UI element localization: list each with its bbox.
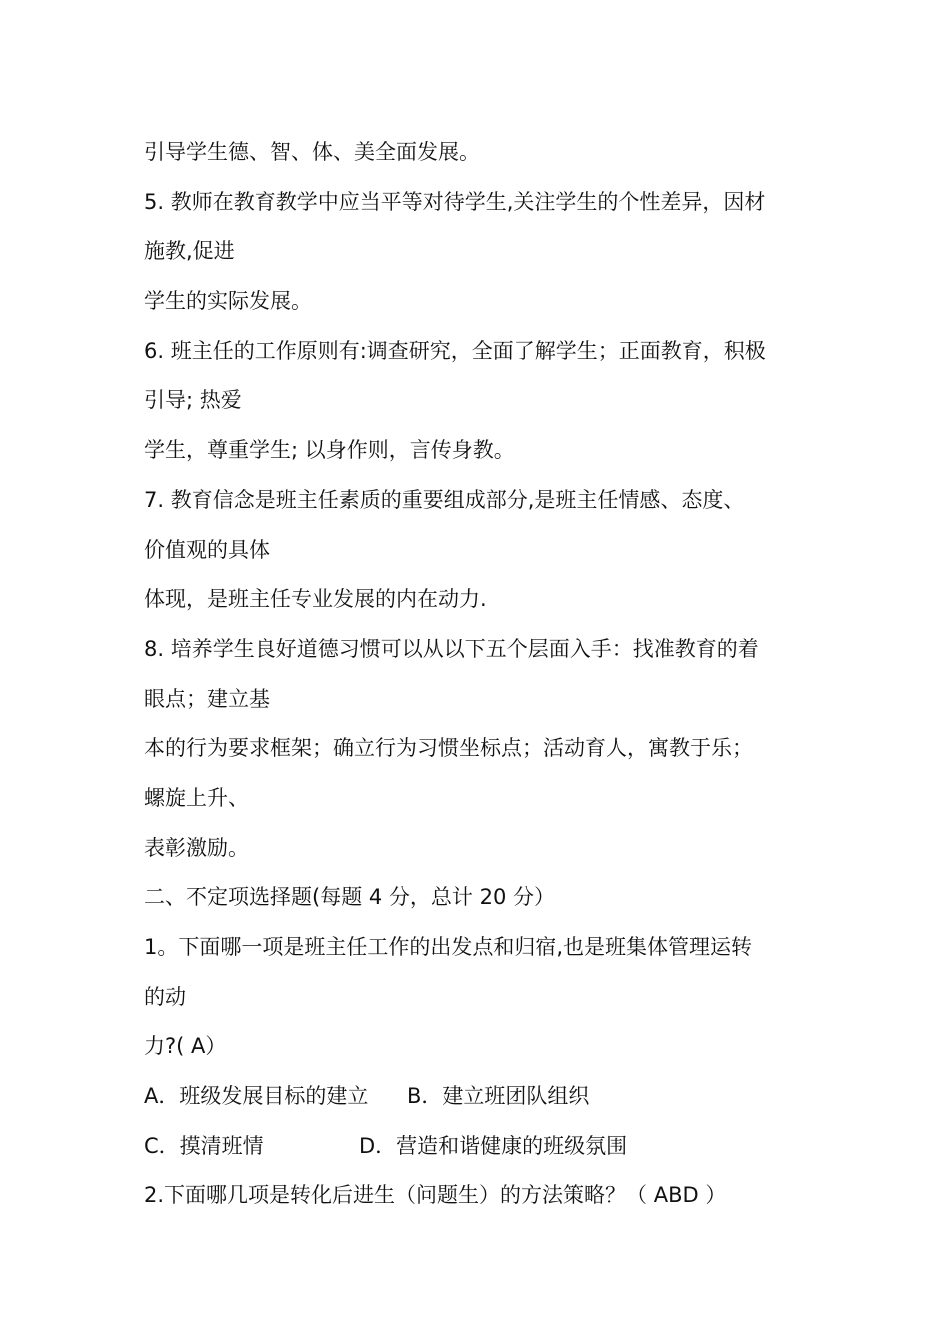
text-line: 引导学生德、智、体、美全面发展。 xyxy=(144,140,480,164)
document-body xyxy=(144,130,824,1223)
text-line: 学生，尊重学生; 以身作则，言传身教。 xyxy=(144,438,515,463)
question-1-text: 的动 xyxy=(144,984,186,1009)
text-line: 6. 班主任的工作原则有:调查研究，全面了解学生；正面教育，积极 xyxy=(144,338,766,363)
option-d: D．营造和谐健康的班级氛围 xyxy=(359,1133,628,1158)
text-line: 施教,促进 xyxy=(144,239,235,264)
text-line: 体现，是班主任专业发展的内在动力. xyxy=(144,587,487,612)
text-line: 价值观的具体 xyxy=(144,537,270,562)
text-line: 引导; 热爱 xyxy=(144,388,242,413)
option-a: A．班级发展目标的建立 xyxy=(144,1084,369,1109)
options-row xyxy=(144,1074,824,1124)
question-1-answer: 力?( A） xyxy=(144,1034,227,1059)
text-line: 7. 教育信念是班主任素质的重要组成部分,是班主任情感、态度、 xyxy=(144,487,745,512)
question-1-text: 1。下面哪一项是班主任工作的出发点和归宿,也是班集体管理运转 xyxy=(144,935,753,959)
section-heading: 二、不定项选择题(每题 4 分，总计 20 分） xyxy=(144,885,555,910)
option-c: C．摸清班情 xyxy=(144,1133,264,1158)
options-row xyxy=(144,1124,824,1174)
question-2-text: 2.下面哪几项是转化后进生（问题生）的方法策略？（ ABD ） xyxy=(144,1183,727,1208)
option-b: B．建立班团队组织 xyxy=(407,1084,590,1109)
text-line: 学生的实际发展。 xyxy=(144,289,312,314)
text-line: 螺旋上升、 xyxy=(144,785,249,810)
text-line: 8. 培养学生良好道德习惯可以从以下五个层面入手：找准教育的着 xyxy=(144,636,759,661)
text-line: 5. 教师在教育教学中应当平等对待学生,关注学生的个性差异，因材 xyxy=(144,189,766,214)
text-line: 眼点；建立基 xyxy=(144,686,270,711)
text-line: 表彰激励。 xyxy=(144,835,249,860)
text-line: 本的行为要求框架；确立行为习惯坐标点；活动育人，寓教于乐； xyxy=(144,736,753,761)
